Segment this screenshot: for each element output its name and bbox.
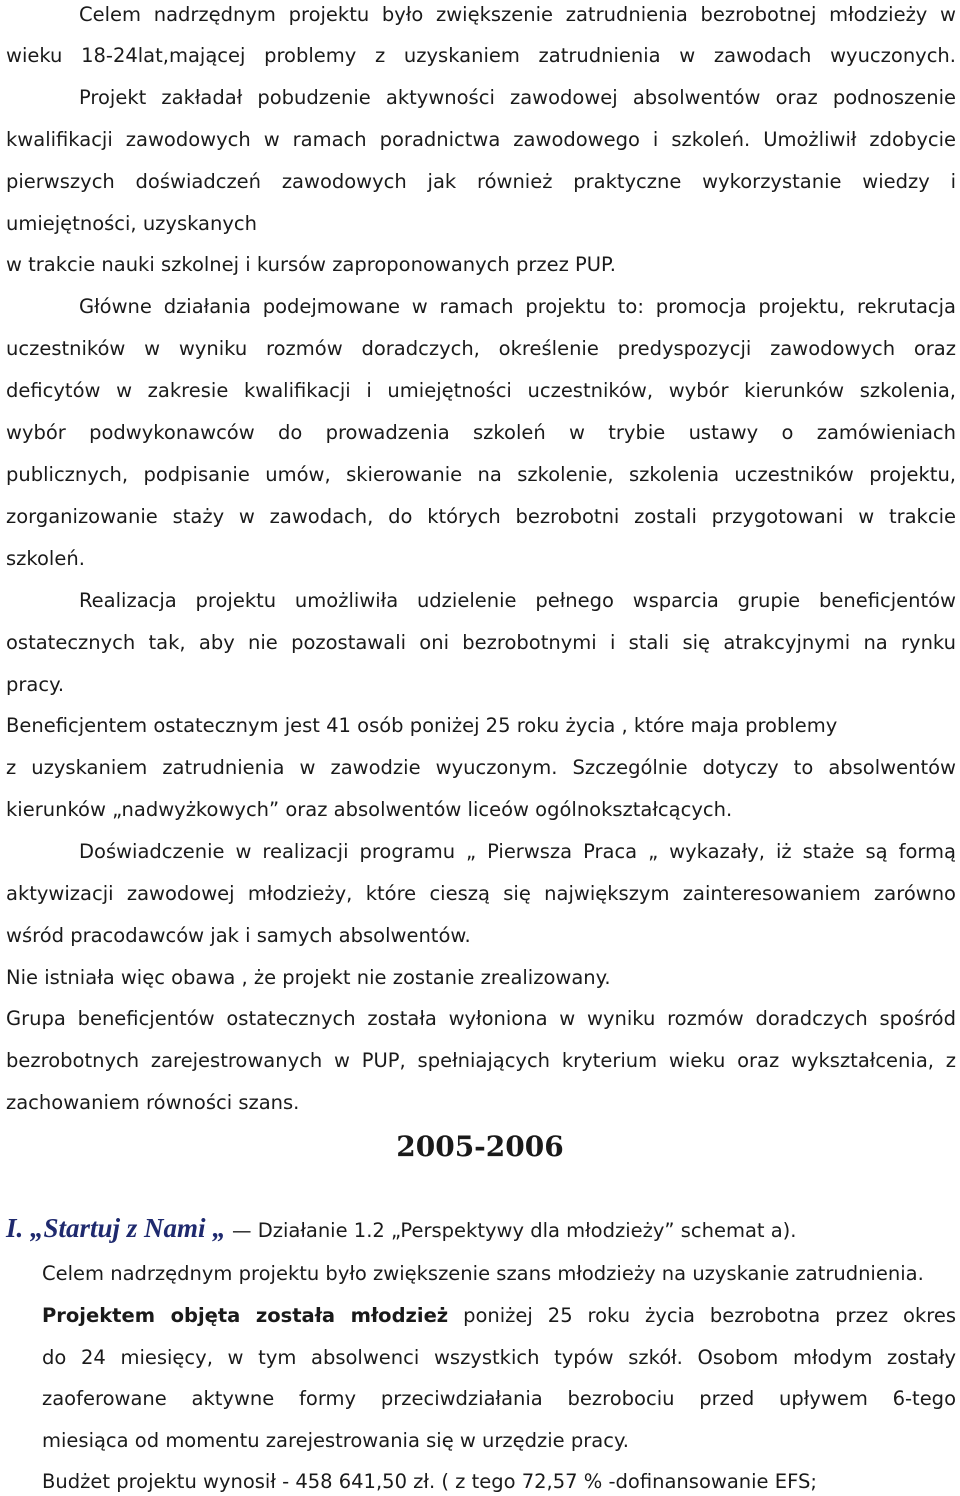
text-line: Realizacja projektu umożliwiła udzielenie pełnego wsparcia grupie beneficjentów (79, 589, 956, 612)
text-line: deficytów w zakresie kwalifikacji i umiejętności uczestników, wybór kierunków szkolenia, (6, 379, 956, 402)
program-name: I. „Startuj z Nami „ (6, 1213, 226, 1243)
text-line: publicznych, podpisanie umów, skierowanie na szkolenie, szkolenia uczestników projektu, (6, 463, 956, 486)
text-line: pierwszych doświadczeń zawodowych jak również praktyczne wykorzystanie wiedzy i (6, 170, 956, 193)
text-line: ostatecznych tak, aby nie pozostawali oni bezrobotnymi i stali się atrakcyjnymi na rynku (6, 631, 956, 654)
text-line: kierunków „nadwyżkowych” oraz absolwentów liceów ogólnokształcących. (6, 798, 733, 821)
text-line: wśród pracodawców jak i samych absolwentów. (6, 924, 471, 947)
text-line: aktywizacji zawodowej młodzieży, które cieszą się największym zainteresowaniem zarówno (6, 882, 956, 905)
text-line (42, 1303, 956, 1329)
text-line: kwalifikacji zawodowych w ramach poradnictwa zawodowego i szkoleń. Umożliwił zdobycie (6, 128, 956, 151)
text-line: Beneficjentem ostatecznym jest 41 osób poniżej 25 roku życia , które maja problemy (6, 714, 838, 737)
text-line: umiejętności, uzyskanych (6, 212, 257, 235)
text-line: Nie istniała więc obawa , że projekt nie zostanie zrealizowany. (6, 966, 611, 989)
text-line: w trakcie nauki szkolnej i kursów zaproponowanych przez PUP. (6, 253, 616, 276)
text-run: poniżej 25 roku życia bezrobotna przez okres (448, 1304, 956, 1327)
dash: — (225, 1219, 252, 1242)
bold-phrase: Projektem objęta została młodzież (42, 1304, 449, 1327)
text-line: bezrobotnych zarejestrowanych w PUP, spełniających kryterium wieku oraz wykształcenia, z (6, 1049, 956, 1072)
section-title (6, 1214, 956, 1245)
text-line: Celem nadrzędnym projektu było zwiększenie zatrudnienia bezrobotnej młodzieży w (79, 3, 956, 26)
text-line: Grupa beneficjentów ostatecznych została wyłoniona w wyniku rozmów doradczych spośród (6, 1007, 956, 1030)
section-subtitle: Działanie 1.2 „Perspektywy dla młodzieży” schemat a). (251, 1219, 797, 1242)
text-line: z uzyskaniem zatrudnienia w zawodzie wyuczonym. Szczególnie dotyczy to absolwentów (6, 756, 956, 779)
text-line: zaoferowane aktywne formy przeciwdziałania bezrobociu przed upływem 6-tego (42, 1387, 956, 1410)
text-line: zachowaniem równości szans. (6, 1091, 300, 1114)
text-line: Doświadczenie w realizacji programu „ Pierwsza Praca „ wykazały, iż staże są formą (79, 840, 956, 863)
text-line: Projekt zakładał pobudzenie aktywności zawodowej absolwentów oraz podnoszenie (79, 86, 956, 109)
text-line: Główne działania podejmowane w ramach projektu to: promocja projektu, rekrutacja (79, 295, 956, 318)
text-line: pracy. (6, 673, 65, 696)
text-line: Celem nadrzędnym projektu było zwiększenie szans młodzieży na uzyskanie zatrudnienia. (42, 1262, 924, 1285)
text-line: miesiąca od momentu zarejestrowania się w urzędzie pracy. (42, 1429, 629, 1452)
text-line: szkoleń. (6, 547, 85, 570)
text-line: zorganizowanie staży w zawodach, do których bezrobotni zostali przygotowani w trakcie (6, 505, 956, 528)
text-line: uczestników w wyniku rozmów doradczych, określenie predyspozycji zawodowych oraz (6, 337, 956, 360)
text-line: wybór podwykonawców do prowadzenia szkoleń w trybie ustawy o zamówieniach (6, 421, 956, 444)
year-heading: 2005-2006 (396, 1130, 564, 1163)
text-line: do 24 miesięcy, w tym absolwenci wszystkich typów szkół. Osobom młodym zostały (42, 1346, 956, 1369)
text-line: wieku 18-24lat,mającej problemy z uzyskaniem zatrudnienia w zawodach wyuczonych. (6, 44, 956, 67)
text-line: Budżet projektu wynosił - 458 641,50 zł. ( z tego 72,57 % -dofinansowanie EFS; (42, 1470, 817, 1493)
